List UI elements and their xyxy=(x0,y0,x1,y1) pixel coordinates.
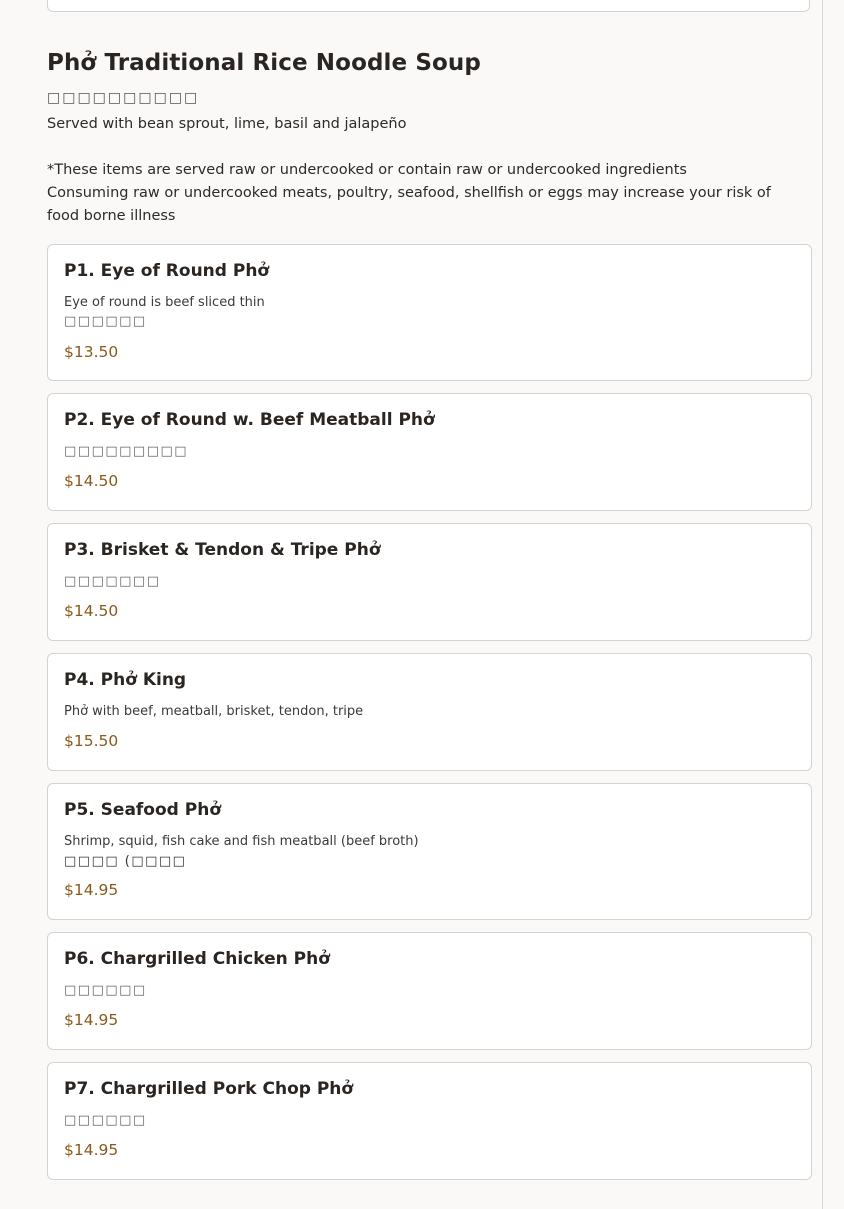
menu-item-description: Eye of round is beef sliced thin xyxy=(64,295,265,310)
menu-item-card-p3[interactable] xyxy=(47,523,812,641)
menu-item-title: P4. Phở King xyxy=(64,670,187,690)
menu-item-title: P6. Chargrilled Chicken Phở xyxy=(64,949,330,969)
menu-item-title: P7. Chargrilled Pork Chop Phở xyxy=(64,1079,354,1099)
menu-item-card-p2[interactable] xyxy=(47,393,812,511)
menu-item-alt-name: □□□□□□□□□ xyxy=(64,444,189,459)
menu-item-price: $14.95 xyxy=(64,1011,119,1029)
menu-item-description: Phở with beef, meatball, brisket, tendon, tripe xyxy=(64,704,364,719)
menu-item-price: $14.95 xyxy=(64,881,119,899)
menu-item-title: P3. Brisket & Tendon & Tripe Phở xyxy=(64,540,381,560)
section-description xyxy=(47,113,807,228)
menu-item-card-p5[interactable] xyxy=(47,783,812,920)
raw-items-notice: *These items are served raw or undercooked or contain raw or undercooked ingredients xyxy=(47,162,687,178)
menu-item-title: P5. Seafood Phở xyxy=(64,800,221,820)
scroll-edge-divider xyxy=(822,0,823,1209)
menu-item-alt-name: □□□□□□ xyxy=(64,1113,147,1128)
menu-item-card-p1[interactable] xyxy=(47,244,812,381)
menu-item-alt-name: □□□□□□ xyxy=(64,983,147,998)
previous-item-card[interactable] xyxy=(47,0,810,12)
menu-item-price: $14.95 xyxy=(64,1141,119,1159)
menu-item-price: $14.50 xyxy=(64,472,119,490)
menu-item-alt-name: □□□□□□□ xyxy=(64,574,161,589)
menu-item-card-p4[interactable] xyxy=(47,653,812,771)
menu-item-card-p7[interactable] xyxy=(47,1062,812,1180)
menu-item-price: $15.50 xyxy=(64,732,119,750)
menu-item-alt-name: □□□□ (□□□□ xyxy=(64,854,187,869)
section-subtitle-alt: □□□□□□□□□□ xyxy=(47,90,200,106)
menu-item-title: P1. Eye of Round Phở xyxy=(64,261,270,281)
menu-item-price: $13.50 xyxy=(64,343,119,361)
menu-item-title: P2. Eye of Round w. Beef Meatball Phở xyxy=(64,410,435,430)
served-with-note: Served with bean sprout, lime, basil and jalapeño xyxy=(47,116,407,132)
menu-item-alt-name: □□□□□□ xyxy=(64,314,147,329)
food-safety-warning: Consuming raw or undercooked meats, poultry, seafood, shellfish or eggs may increase your risk of food borne illness xyxy=(47,185,771,224)
menu-item-card-p6[interactable] xyxy=(47,932,812,1050)
menu-item-price: $14.50 xyxy=(64,602,119,620)
section-title: Phở Traditional Rice Noodle Soup xyxy=(47,50,481,76)
menu-item-description: Shrimp, squid, fish cake and fish meatball (beef broth) xyxy=(64,834,419,849)
